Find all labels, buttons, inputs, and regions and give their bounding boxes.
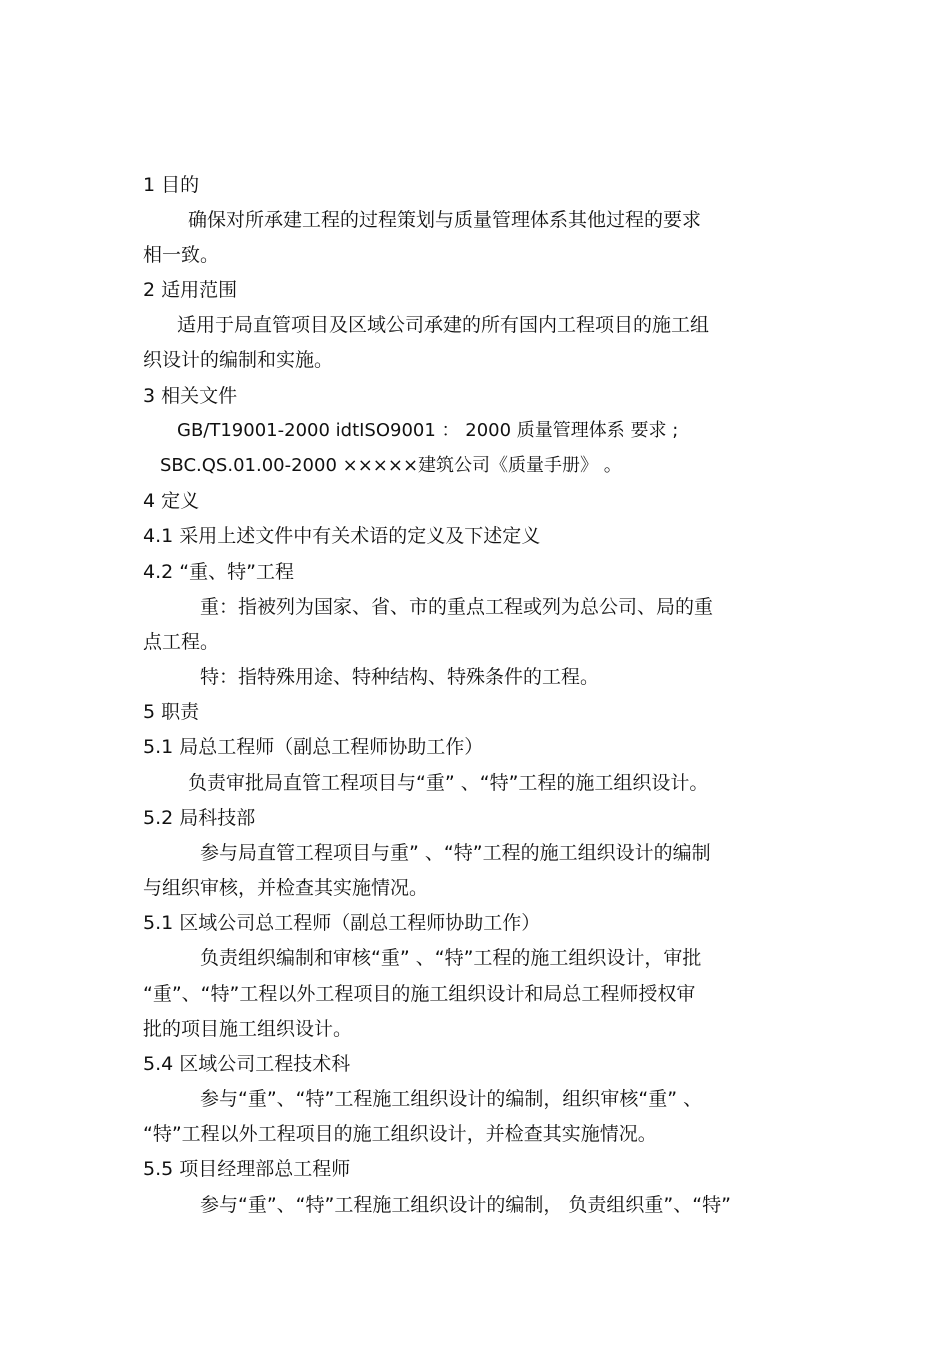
subsection-heading: 5.5 项目经理部总工程师	[143, 1158, 351, 1180]
paragraph-line: 参与“重”、“特”工程施工组织设计的编制，组织审核“重” 、	[200, 1088, 703, 1110]
paragraph-line: 特：指特殊用途、特种结构、特殊条件的工程。	[200, 666, 600, 688]
paragraph-line: 参与“重”、“特”工程施工组织设计的编制， 负责组织重”、“特”	[200, 1194, 731, 1216]
paragraph-line: 适用于局直管项目及区域公司承建的所有国内工程项目的施工组	[177, 314, 710, 336]
section-1-heading: 1 目的	[143, 174, 200, 196]
paragraph-line: “重”、“特”工程以外工程项目的施工组织设计和局总工程师授权审	[143, 983, 696, 1005]
paragraph-line: 参与局直管工程项目与重” 、“特”工程的施工组织设计的编制	[200, 842, 711, 864]
paragraph-line: “特”工程以外工程项目的施工组织设计，并检查其实施情况。	[143, 1123, 657, 1145]
section-2-heading: 2 适用范围	[143, 279, 238, 301]
paragraph-line: 负责组织编制和审核“重” 、“特”工程的施工组织设计，审批	[200, 947, 702, 969]
section-5-heading: 5 职责	[143, 701, 200, 723]
subsection-heading: 5.2 局科技部	[143, 807, 256, 829]
paragraph-line: 相一致。	[143, 244, 220, 266]
paragraph-line: 确保对所承建工程的过程策划与质量管理体系其他过程的要求	[188, 209, 702, 231]
paragraph-line: 负责审批局直管工程项目与“重” 、“特”工程的施工组织设计。	[188, 772, 709, 794]
subsection-heading: 4.2 “重、特”工程	[143, 561, 294, 583]
paragraph-line: 与组织审核，并检查其实施情况。	[143, 877, 429, 899]
paragraph-line: 点工程。	[143, 631, 220, 653]
subsection-heading: 4.1 采用上述文件中有关术语的定义及下述定义	[143, 525, 541, 547]
paragraph-line: 重：指被列为国家、省、市的重点工程或列为总公司、局的重	[200, 596, 714, 618]
reference-line: GB/T19001-2000 idtISO9001 ： 2000 质量管理体系 要求 ;	[177, 420, 679, 441]
subsection-heading: 5.4 区域公司工程技术科	[143, 1053, 351, 1075]
paragraph-line: 织设计的编制和实施。	[143, 349, 334, 371]
reference-line: SBC.QS.01.00-2000 ×××××建筑公司《质量手册》 。	[160, 455, 622, 476]
section-4-heading: 4 定义	[143, 490, 200, 512]
subsection-heading: 5.1 区域公司总工程师（副总工程师协助工作）	[143, 912, 541, 934]
subsection-heading: 5.1 局总工程师（副总工程师协助工作）	[143, 736, 484, 758]
paragraph-line: 批的项目施工组织设计。	[143, 1018, 353, 1040]
section-3-heading: 3 相关文件	[143, 385, 238, 407]
